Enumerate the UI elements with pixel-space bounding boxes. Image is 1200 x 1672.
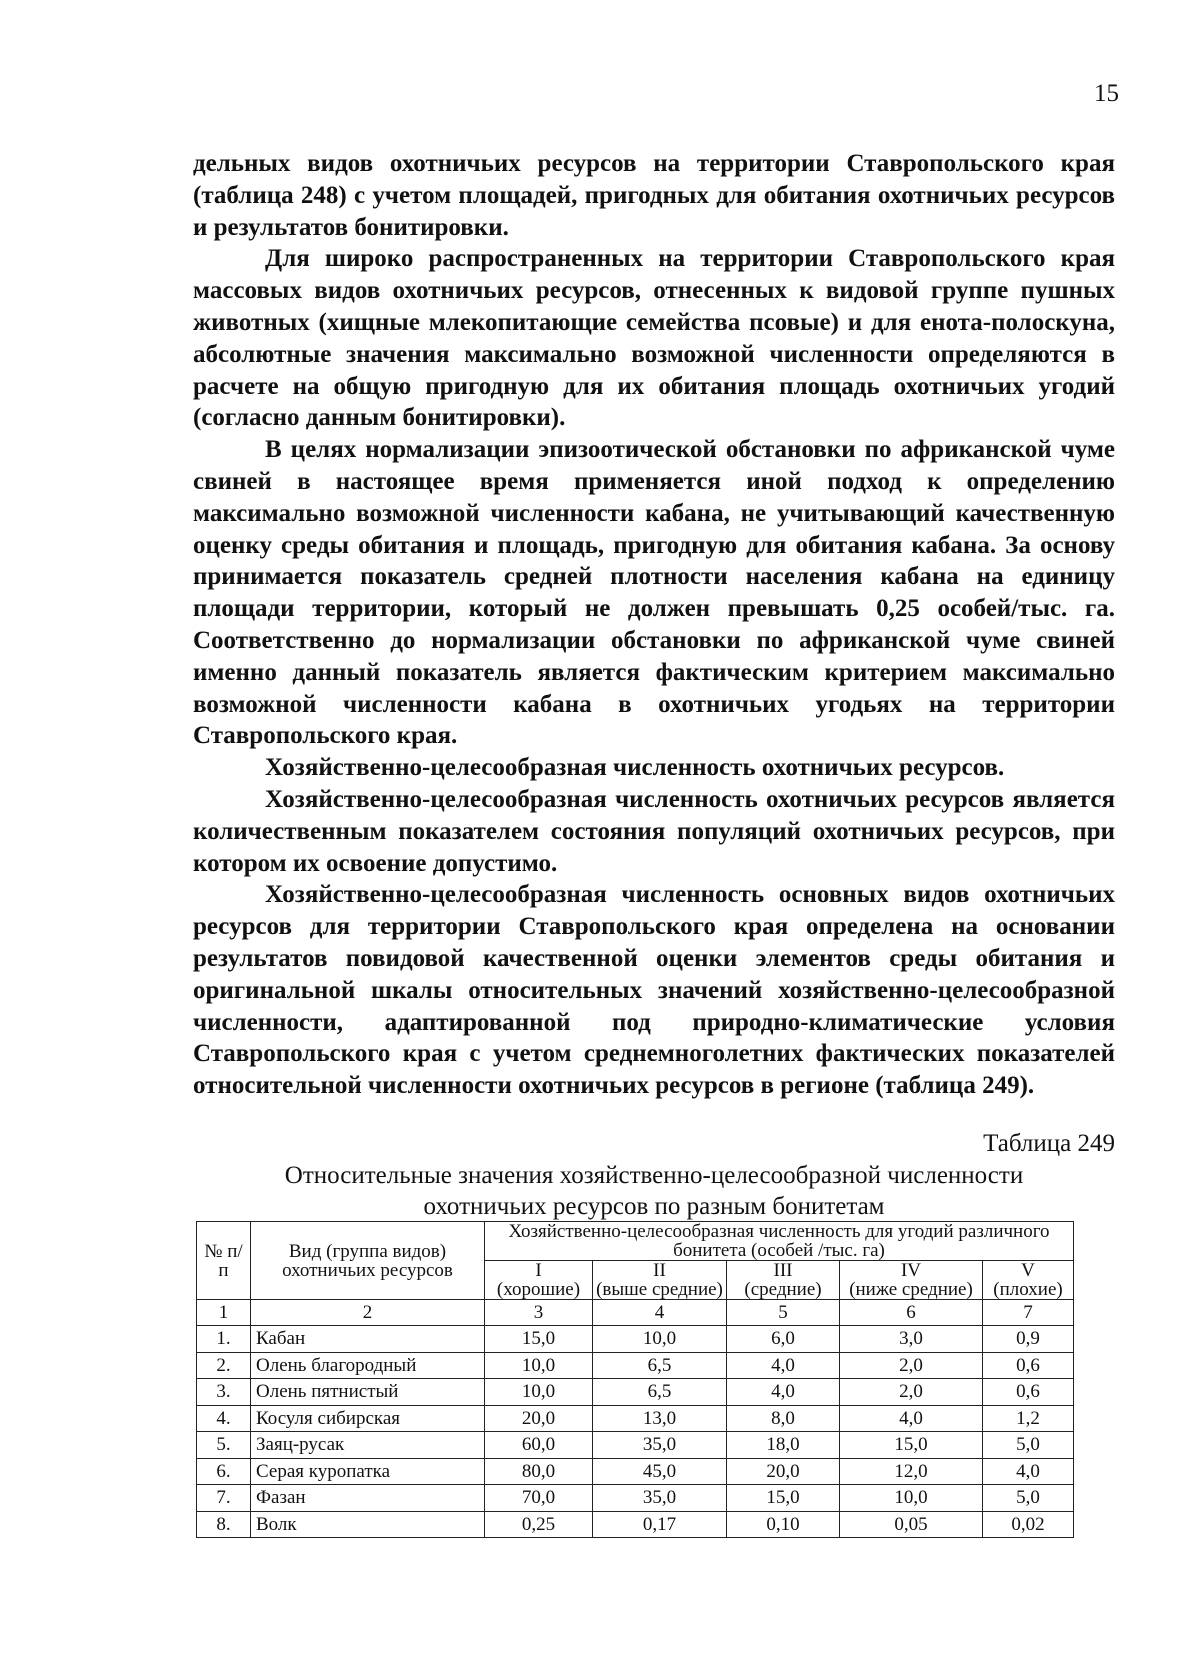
table-label: Таблица 249 — [983, 1130, 1115, 1157]
value-cell: 6,0 — [727, 1326, 840, 1353]
value-cell: 0,25 — [485, 1511, 593, 1538]
body-text — [193, 148, 1115, 1102]
value-cell: 0,6 — [983, 1379, 1074, 1406]
header-class-4: IV (ниже средние) — [840, 1261, 983, 1300]
header-class-1: I (хорошие) — [485, 1261, 593, 1300]
value-cell: 3,0 — [840, 1326, 983, 1353]
row-number: 3. — [197, 1379, 251, 1406]
species-name: Волк — [251, 1511, 485, 1538]
col-number: 2 — [251, 1300, 485, 1326]
table-body — [197, 1326, 1074, 1538]
value-cell: 0,17 — [593, 1511, 727, 1538]
value-cell: 0,6 — [983, 1352, 1074, 1379]
value-cell: 4,0 — [727, 1379, 840, 1406]
value-cell: 2,0 — [840, 1379, 983, 1406]
value-cell: 0,9 — [983, 1326, 1074, 1353]
value-cell: 4,0 — [983, 1458, 1074, 1485]
page-number: 15 — [1094, 80, 1119, 107]
value-cell: 10,0 — [593, 1326, 727, 1353]
row-number: 4. — [197, 1405, 251, 1432]
value-cell: 13,0 — [593, 1405, 727, 1432]
row-number: 1. — [197, 1326, 251, 1353]
table-row — [197, 1326, 1074, 1353]
table-row — [197, 1458, 1074, 1485]
row-number: 7. — [197, 1485, 251, 1512]
species-name: Фазан — [251, 1485, 485, 1512]
value-cell: 35,0 — [593, 1432, 727, 1459]
row-number: 8. — [197, 1511, 251, 1538]
paragraph-continuation: дельных видов охотничьих ресурсов на территории Ставропольского края (таблица 248) с учетом площадей, пригодных для обитания охотничьих ресурсов и результатов бонитировки. — [193, 150, 1115, 241]
column-number-row — [197, 1300, 1074, 1326]
header-group: Хозяйственно-целесообразная численность для угодий различного бонитета (особей /тыс. га) — [485, 1222, 1074, 1261]
species-name: Олень благородный — [251, 1352, 485, 1379]
col-number: 7 — [983, 1300, 1074, 1326]
col-number: 3 — [485, 1300, 593, 1326]
paragraph-fur-animals: Для широко распространенных на территории Ставропольского края массовых видов охотничьих ресурсов, отнесенных к видовой группе пушных животных (хищные млекопитающие семейства псовые) и для енота-полоскуна, абсолютные значения максимально возможной численности определяются в расчете на общую пригодную для их обитания площадь охотничьих угодий (согласно данным бонитировки). — [193, 245, 1115, 432]
col-number: 5 — [727, 1300, 840, 1326]
col-number: 1 — [197, 1300, 251, 1326]
value-cell: 4,0 — [840, 1405, 983, 1432]
value-cell: 10,0 — [840, 1485, 983, 1512]
row-number: 2. — [197, 1352, 251, 1379]
header-class-3: III (средние) — [727, 1261, 840, 1300]
value-cell: 15,0 — [485, 1326, 593, 1353]
table-title-line-2: охотничьих ресурсов по разным бонитетам — [423, 1193, 885, 1220]
value-cell: 15,0 — [727, 1485, 840, 1512]
table-row — [197, 1405, 1074, 1432]
value-cell: 70,0 — [485, 1485, 593, 1512]
value-cell: 0,02 — [983, 1511, 1074, 1538]
paragraph-boar-density: В целях нормализации эпизоотической обстановки по африканской чуме свиней в настоящее время применяется иной подход к определению максимально возможной численности кабана, не учитывающий качественную оценку среды обитания и площадь, пригодную для обитания кабана. За основу принимается показатель средней плотности населения кабана на единицу площади территории, который не должен превышать 0,25 особей/тыс. га. Соответственно до нормализации обстановки по африканской чуме свиней именно данный показатель является фактическим критерием максимально возможной численности кабана в охотничьих угодьях на территории Ставропольского края. — [193, 436, 1115, 750]
header-species: Вид (группа видов) охотничьих ресурсов — [251, 1222, 485, 1300]
row-number: 6. — [197, 1458, 251, 1485]
section-heading: Хозяйственно-целесообразная численность охотничьих ресурсов. — [265, 754, 1005, 782]
table-title — [193, 1160, 1115, 1222]
table-row — [197, 1379, 1074, 1406]
col-number: 6 — [840, 1300, 983, 1326]
value-cell: 20,0 — [727, 1458, 840, 1485]
value-cell: 12,0 — [840, 1458, 983, 1485]
value-cell: 10,0 — [485, 1379, 593, 1406]
col-number: 4 — [593, 1300, 727, 1326]
value-cell: 5,0 — [983, 1432, 1074, 1459]
header-class-5: V (плохие) — [983, 1261, 1074, 1300]
value-cell: 80,0 — [485, 1458, 593, 1485]
paragraph-method: Хозяйственно-целесообразная численность основных видов охотничьих ресурсов для территории Ставропольского края определена на основании результатов повидовой качественной оценки элементов среды обитания и оригинальной шкалы относительных значений хозяйственно-целесообразной численности, адаптированной под природно-климатические условия Ставропольского края с учетом среднемноголетних фактических показателей относительной численности охотничьих ресурсов в регионе (таблица 249). — [193, 881, 1115, 1100]
species-name: Серая куропатка — [251, 1458, 485, 1485]
value-cell: 20,0 — [485, 1405, 593, 1432]
value-cell: 10,0 — [485, 1352, 593, 1379]
table-row — [197, 1432, 1074, 1459]
header-class-2: II (выше средние) — [593, 1261, 727, 1300]
value-cell: 45,0 — [593, 1458, 727, 1485]
table-title-line-1: Относительные значения хозяйственно-целесообразной численности — [284, 1162, 1024, 1189]
value-cell: 15,0 — [840, 1432, 983, 1459]
header-number: № п/п — [197, 1222, 251, 1300]
data-table — [196, 1221, 1074, 1538]
table-row — [197, 1511, 1074, 1538]
value-cell: 6,5 — [593, 1379, 727, 1406]
value-cell: 0,10 — [727, 1511, 840, 1538]
value-cell: 6,5 — [593, 1352, 727, 1379]
species-name: Олень пятнистый — [251, 1379, 485, 1406]
value-cell: 1,2 — [983, 1405, 1074, 1432]
species-name: Заяц-русак — [251, 1432, 485, 1459]
row-number: 5. — [197, 1432, 251, 1459]
paragraph-definition: Хозяйственно-целесообразная численность охотничьих ресурсов является количественным показателем состояния популяций охотничьих ресурсов, при котором их освоение допустимо. — [193, 785, 1115, 877]
value-cell: 8,0 — [727, 1405, 840, 1432]
species-name: Косуля сибирская — [251, 1405, 485, 1432]
value-cell: 35,0 — [593, 1485, 727, 1512]
value-cell: 18,0 — [727, 1432, 840, 1459]
table-row — [197, 1485, 1074, 1512]
species-name: Кабан — [251, 1326, 485, 1353]
table-row — [197, 1352, 1074, 1379]
value-cell: 60,0 — [485, 1432, 593, 1459]
value-cell: 4,0 — [727, 1352, 840, 1379]
value-cell: 2,0 — [840, 1352, 983, 1379]
value-cell: 5,0 — [983, 1485, 1074, 1512]
value-cell: 0,05 — [840, 1511, 983, 1538]
